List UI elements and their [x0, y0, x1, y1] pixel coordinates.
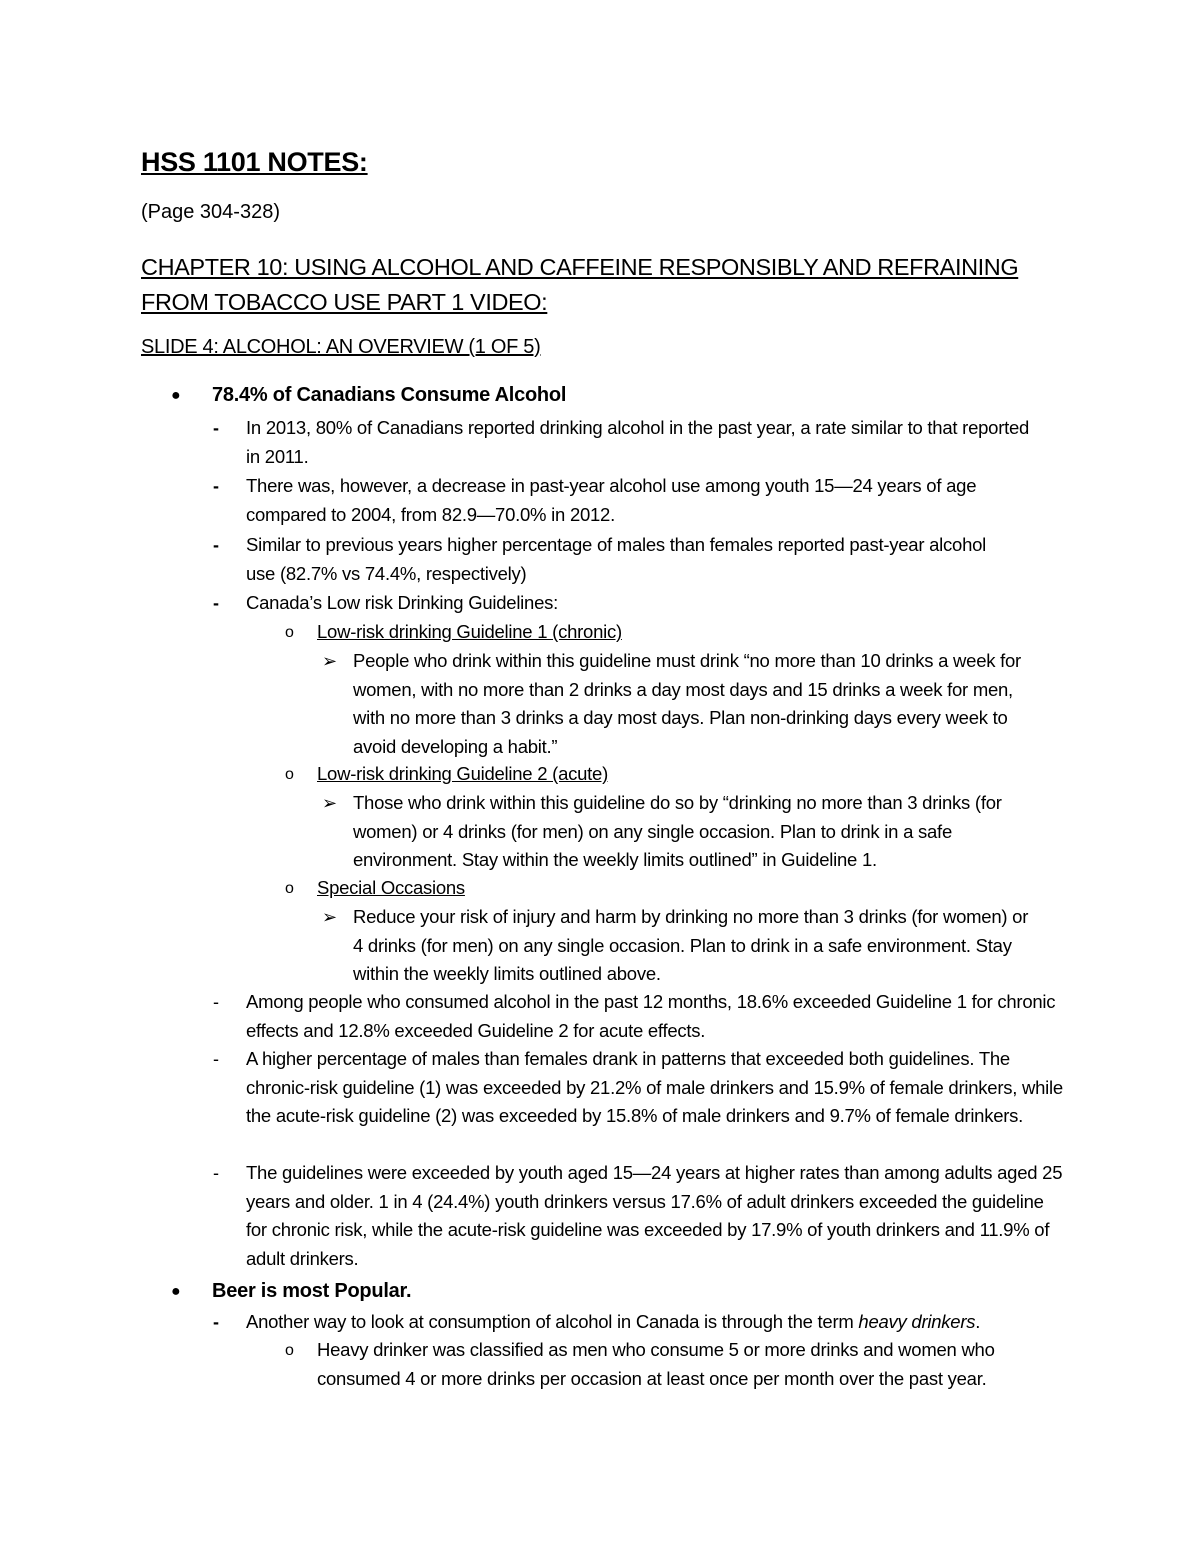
chapter-heading: CHAPTER 10: USING ALCOHOL AND CAFFEINE RESPONSIBLY AND REFRAINING FROM TOBACCO USE PART 1 VIDEO: [141, 254, 1019, 315]
guideline-text: Reduce your risk of injury and harm by drinking no more than 3 drinks (for women) or 4 drinks (for men) on any single occasion. Plan to drink in a safe environment. Stay within the weekly limits outlined above. [353, 906, 1029, 985]
item-suffix: . [975, 1311, 981, 1332]
section-heading: Beer is most Popular. [212, 1280, 412, 1302]
page-range: (Page 304-328) [141, 201, 280, 223]
guideline-label: Low-risk drinking Guideline 2 (acute) [317, 763, 608, 784]
circle-marker: o [285, 766, 294, 783]
dash-marker: - [213, 593, 219, 613]
circle-marker: o [285, 1342, 294, 1359]
arrow-icon: ➢ [322, 651, 338, 671]
guideline-label: Low-risk drinking Guideline 1 (chronic) [317, 621, 622, 642]
circle-marker: o [285, 880, 294, 897]
dash-marker: - [213, 992, 219, 1012]
dash-marker: - [213, 476, 219, 496]
dash-marker: - [213, 535, 219, 555]
dash-marker: - [213, 1163, 219, 1183]
section-heading: 78.4% of Canadians Consume Alcohol [212, 384, 567, 406]
sub-item: Heavy drinker was classified as men who consume 5 or more drinks and women who consumed 4 or more drinks per occasion at least once per month over the past year. [317, 1339, 995, 1389]
list-item: A higher percentage of males than females drank in patterns that exceeded both guidelines. The chronic-risk guideline (1) was exceeded by 21.2% of male drinkers and 15.9% of female drinkers, while the acute-risk guideline (2) was exceeded by 15.8% of male drinkers and 9.7% of female drinkers. [246, 1048, 1063, 1127]
list-item: In 2013, 80% of Canadians reported drinking alcohol in the past year, a rate similar to that reported in 2011. [246, 417, 1030, 467]
list-item: Among people who consumed alcohol in the past 12 months, 18.6% exceeded Guideline 1 for chronic effects and 12.8% exceeded Guideline 2 for acute effects. [246, 991, 1056, 1041]
bullet-icon: ● [171, 387, 181, 404]
bullet-icon: ● [171, 1283, 181, 1300]
notes-title: HSS 1101 NOTES: [141, 147, 368, 177]
item-text: Another way to look at consumption of alcohol in Canada is through the term [246, 1311, 859, 1332]
item-term: heavy drinkers [858, 1311, 976, 1332]
guideline-label: Special Occasions [317, 877, 465, 898]
guideline-text: People who drink within this guideline must drink “no more than 10 drinks a week for women, with no more than 2 drinks a day most days and 15 drinks a week for men, with no more than 3 drinks a day most days. Plan non-drinking days every week to avoid developing a habit.” [353, 650, 1021, 757]
list-item [246, 1308, 1066, 1337]
list-item: The guidelines were exceeded by youth aged 15—24 years at higher rates than among adults aged 25 years and older. 1 in 4 (24.4%) youth drinkers versus 17.6% of adult drinkers exceeded the guideline for chronic risk, while the acute-risk guideline was exceeded by 17.9% of youth drinkers and 11.9% of adult drinkers. [246, 1162, 1063, 1269]
list-item: Canada’s Low risk Drinking Guidelines: [246, 592, 559, 613]
arrow-icon: ➢ [322, 907, 338, 927]
list-item: Similar to previous years higher percentage of males than females reported past-year alcohol use (82.7% vs 74.4%, respectively) [246, 534, 987, 584]
slide-heading: SLIDE 4: ALCOHOL: AN OVERVIEW (1 OF 5) [141, 336, 541, 358]
arrow-icon: ➢ [322, 793, 338, 813]
list-item: There was, however, a decrease in past-year alcohol use among youth 15—24 years of age compared to 2004, from 82.9—70.0% in 2012. [246, 475, 977, 525]
dash-marker: - [213, 1049, 219, 1069]
dash-marker: - [213, 418, 219, 438]
dash-marker: - [213, 1312, 219, 1332]
circle-marker: o [285, 624, 294, 641]
guideline-text: Those who drink within this guideline do so by “drinking no more than 3 drinks (for women) or 4 drinks (for men) on any single occasion. Plan to drink in a safe environment. Stay within the weekly limits outlined” in Guideline 1. [353, 792, 1002, 871]
